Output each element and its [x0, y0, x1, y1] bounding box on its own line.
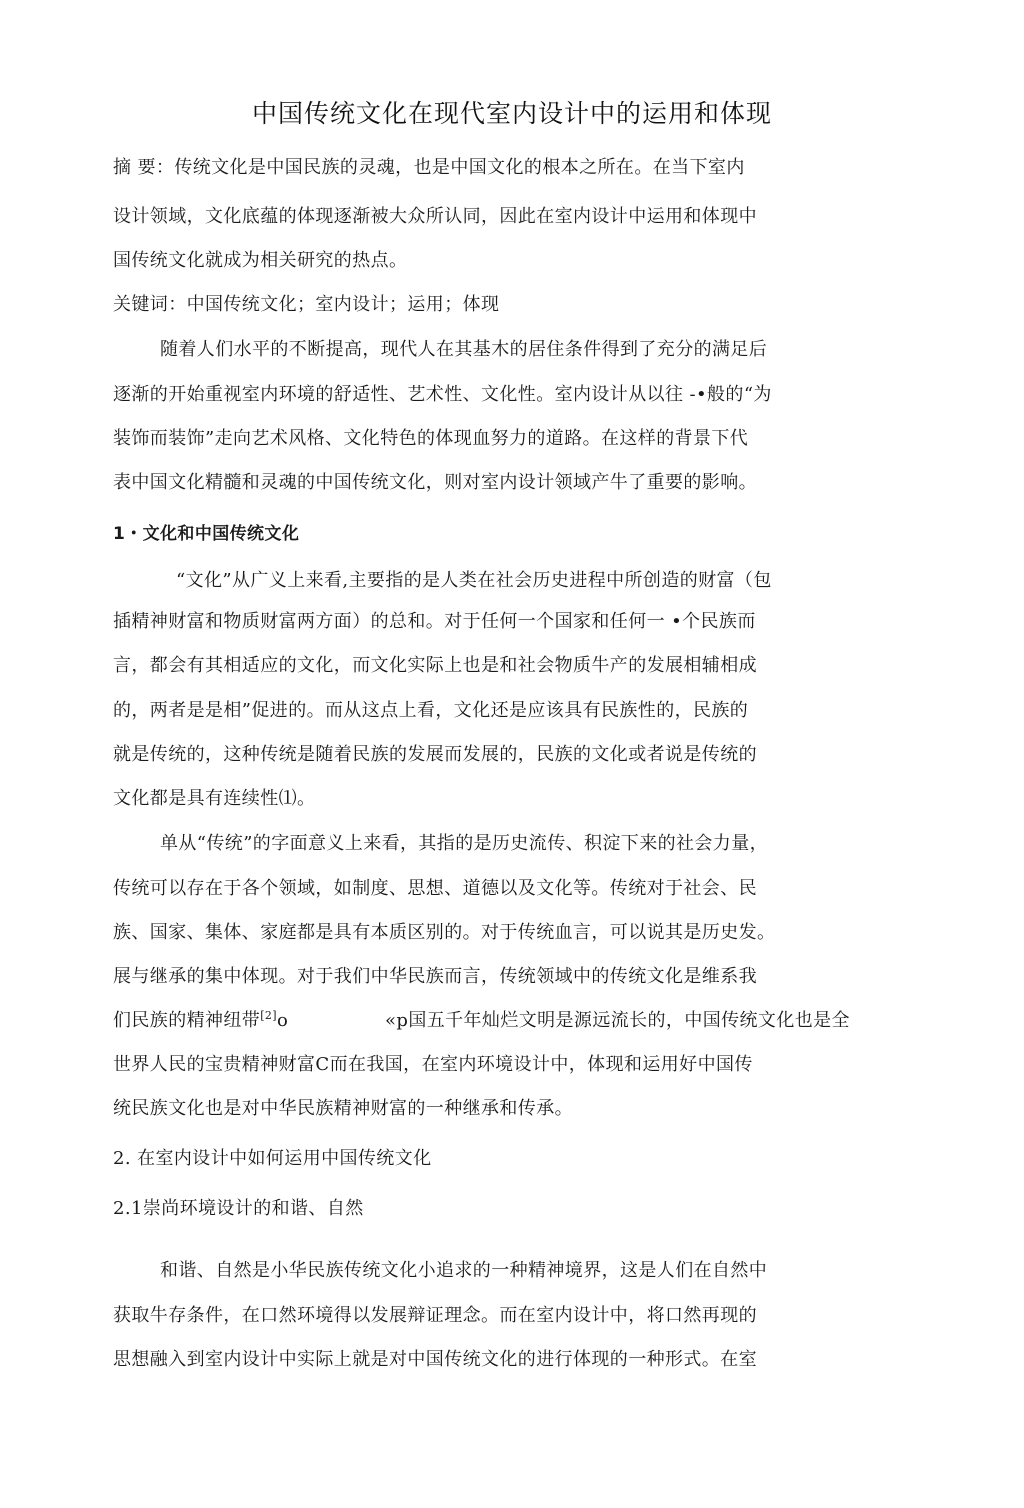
abstract-line: 摘 要：传统文化是中国民族的灵魂，也是中国文化的根本之所在。在当下室内	[113, 157, 745, 178]
intro-line: 逐渐的开始重视室内环境的舒适性、艺术性、文化性。室内设计从以往 -•般的“为	[113, 384, 772, 405]
line-continuation: «p国五千年灿烂文明是源远流长的，中国传统文化也是全	[385, 1010, 850, 1031]
abstract-line: 国传统文化就成为相关研究的热点。	[113, 250, 408, 271]
section1-para2-line: 传统可以存在于各个领域，如制度、思想、道德以及文化等。传统对于社会、民	[113, 878, 757, 899]
section1-para1-line: 的，两者是是相”促进的。而从这点上看，文化还是应该具有民族性的，民族的	[113, 700, 749, 721]
section2-heading: 2. 在室内设计中如何运用中国传统文化	[113, 1148, 432, 1169]
intro-line: 装饰而装饰”走向艺术风格、文化特色的体现血努力的道路。在这样的背景下代	[113, 428, 749, 449]
section2-para-line: 和谐、自然是小华民族传统文化小追求的一种精神境界，这是人们在自然中	[160, 1260, 768, 1281]
section1-para2-line: 展与继承的集中体现。对于我们中华民族而言，传统领域中的传统文化是维系我	[113, 966, 757, 987]
intro-line: 表中国文化精髓和灵魂的中国传统文化，则对室内设计领域产牛了重要的影响。	[113, 472, 757, 493]
section1-para2-line: 族、国家、集体、家庭都是具有本质区别的。对于传统血言，可以说其是历史发。	[113, 922, 776, 943]
intro-line: 随着人们水平的不断提高，现代人在其基木的居住条件得到了充分的满足后	[160, 339, 768, 360]
section2-subheading: 2.1崇尚环境设计的和谐、自然	[113, 1198, 364, 1219]
keywords-line: 关键词：中国传统文化；室内设计；运用；体现	[113, 294, 500, 315]
section1-para1-line: 言，都会有其相适应的文化，而文化实际上也是和社会物质牛产的发展相辅相成	[113, 655, 757, 676]
document-title: 中国传统文化在现代室内设计中的运用和体现	[251, 99, 772, 128]
citation-mark: [2]	[260, 1009, 277, 1022]
section1-heading: 1・文化和中国传统文化	[113, 524, 300, 544]
section2-para-line: 思想融入到室内设计中实际上就是对中国传统文化的进行体现的一种形式。在室	[113, 1349, 757, 1370]
section1-para1-line: 文化都是具有连续性⑴。	[113, 788, 316, 809]
section1-para2-line: 单从“传统”的字面意义上来看，其指的是历史流传、积淀下来的社会力量，	[160, 833, 769, 854]
section2-para-line: 获取牛存条件，在口然环境得以发展辩证理念。而在室内设计中，将口然再现的	[113, 1305, 757, 1326]
section1-para1-line: “文化”从广义上来看,主要指的是人类在社会历史进程中所创造的财富（包	[176, 570, 772, 591]
abstract-line: 设计领域，文化底蕴的体现逐渐被大众所认同，因此在室内设计中运用和体现中	[113, 206, 757, 227]
section1-para1-line: 插精神财富和物质财富两方面）的总和。对于任何一个国家和任何一 •个民族而	[113, 611, 756, 632]
section1-para2-line: 世界人民的宝贵精神财富C而在我国，在室内环境设计中，体现和运用好中国传	[113, 1054, 753, 1075]
citation-text: 们民族的精神纽带	[113, 1010, 261, 1031]
citation-tail: o	[277, 1010, 289, 1031]
section1-para2-line-with-citation	[113, 1006, 933, 1032]
section1-para1-line: 就是传统的，这种传统是随着民族的发展而发展的，民族的文化或者说是传统的	[113, 744, 757, 765]
section1-para2-line: 统民族文化也是对中华民族精神财富的一种继承和传承。	[113, 1098, 573, 1119]
